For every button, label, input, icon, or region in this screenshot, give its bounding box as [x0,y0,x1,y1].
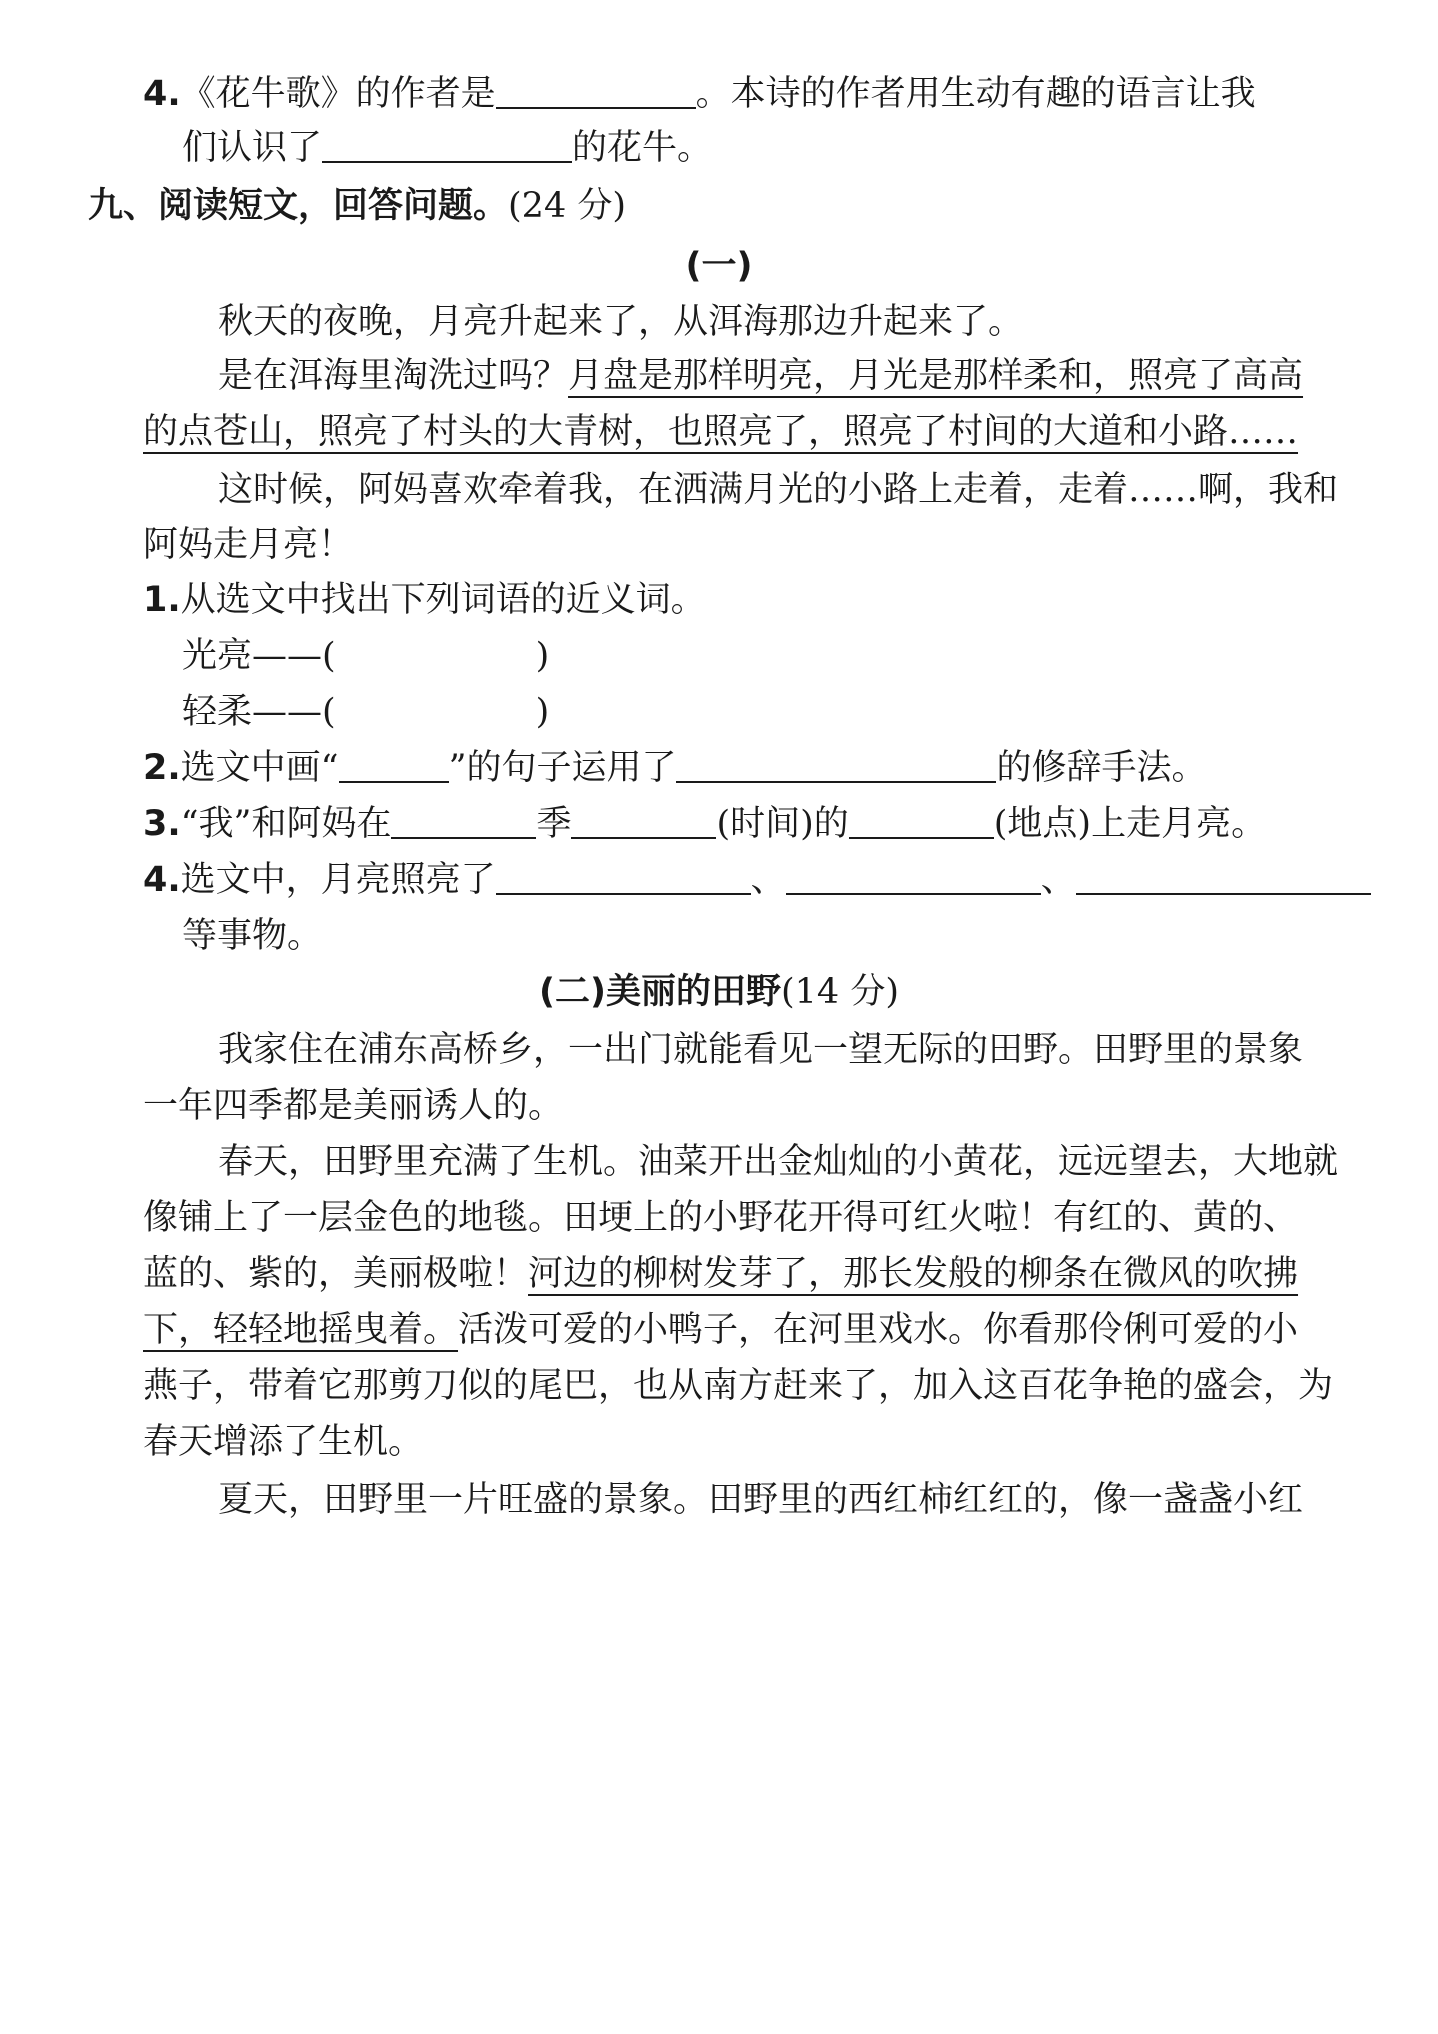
passage1-p2-plain: 是在洱海里淘洗过吗？ [218,356,569,396]
passage2-p2-line2-text: 像铺上了一层金色的地毯。田埂上的小野花开得可红火啦！有红的、黄的、 [143,1198,1299,1238]
q3-text3: (时间)的 [716,804,849,844]
passage1-p3-line2-text: 阿妈走月亮！ [143,525,354,565]
q4-blank3[interactable] [1076,859,1371,895]
passage1-p1-text: 秋天的夜晚，月亮升起来了，从洱海那边升起来了。 [218,302,1024,342]
q2-text2: ”的句子运用了 [448,748,677,788]
q4-sep2: 、 [1040,860,1076,900]
q4-sep1: 、 [750,860,786,900]
q4-top-number: 4. [143,74,181,114]
q4-number: 4. [143,860,181,900]
q4-top-author-blank[interactable] [496,73,696,109]
passage2-p2-line5-text: 燕子，带着它那剪刀似的尾巴，也从南方赶来了，加入这百花争艳的盛会，为 [143,1366,1334,1406]
q1-number: 1. [143,580,181,620]
passage2-heading: (二)美丽的田野 [539,972,781,1012]
q2-answer-blank[interactable] [676,747,996,783]
q2-text3: 的修辞手法。 [996,748,1207,788]
section9-score: (24 分) [508,186,626,226]
q1-item1-close: ) [535,636,550,676]
q4-top-text3: 们认识了 [182,128,323,168]
passage1-p2-underlined: 月盘是那样明亮，月光是那样柔和，照亮了高高 [568,356,1304,396]
passage2-p2-line3-underlined: 河边的柳树发芽了，那长发般的柳条在微风的吹拂 [528,1254,1299,1294]
q4-line2-text: 等事物。 [182,916,323,956]
passage2-heading-line [0,970,1438,1014]
passage2-p2-line6-text: 春天增添了生机。 [143,1422,424,1462]
section9-title: 九、阅读短文，回答问题。 [88,186,509,226]
q4-blank1[interactable] [496,859,751,895]
q4-top-text4: 的花牛。 [572,128,713,168]
q3-place-blank[interactable] [849,803,994,839]
passage2-score: (14 分) [781,972,899,1012]
passage1-p2-line2-text: 的点苍山，照亮了村头的大青树，也照亮了，照亮了村间的大道和小路…… [143,412,1299,452]
q4-blank2[interactable] [786,859,1041,895]
passage1-heading: (一) [685,246,753,286]
q4-top-cow-blank[interactable] [322,127,572,163]
q4-top-text1: 《花牛歌》的作者是 [180,74,496,114]
passage2-p3-line1-text: 夏天，田野里一片旺盛的景象。田野里的西红柿红红的，像一盏盏小红 [218,1480,1304,1520]
passage2-p2-line4-underlined: 下，轻轻地摇曳着。 [143,1310,459,1350]
q2-mark-blank [339,747,449,783]
passage2-p2-line1-text: 春天，田野里充满了生机。油菜开出金灿灿的小黄花，远远望去，大地就 [218,1142,1339,1182]
passage1-p3-line1-text: 这时候，阿妈喜欢牵着我，在洒满月光的小路上走着，走着……啊，我和 [218,470,1339,510]
passage2-p2-line3-plain: 蓝的、紫的，美丽极啦！ [143,1254,529,1294]
passage2-p1-line1-text: 我家住在浦东高桥乡，一出门就能看见一望无际的田野。田野里的景象 [218,1030,1304,1070]
q1-text: 从选文中找出下列词语的近义词。 [180,580,706,620]
passage2-p1-line2-text: 一年四季都是美丽诱人的。 [143,1086,564,1126]
passage1-heading-line [0,244,1438,288]
q1-item1-label: 光亮——( [182,636,336,676]
q4-text1: 选文中，月亮照亮了 [180,860,496,900]
q3-text2: 季 [536,804,572,844]
q3-number: 3. [143,804,181,844]
q1-item2-label: 轻柔——( [182,692,336,732]
q3-time-blank[interactable] [571,803,716,839]
q3-text4: (地点)上走月亮。 [993,804,1267,844]
q4-top-text2: 。本诗的作者用生动有趣的语言让我 [695,74,1256,114]
q3-text1: “我”和阿妈在 [180,804,392,844]
q1-item2-close: ) [535,692,550,732]
q2-text1: 选文中画“ [180,748,339,788]
passage2-p2-line4-plain: 活泼可爱的小鸭子，在河里戏水。你看那伶俐可爱的小 [458,1310,1299,1350]
q3-season-blank[interactable] [391,803,536,839]
q2-number: 2. [143,748,181,788]
